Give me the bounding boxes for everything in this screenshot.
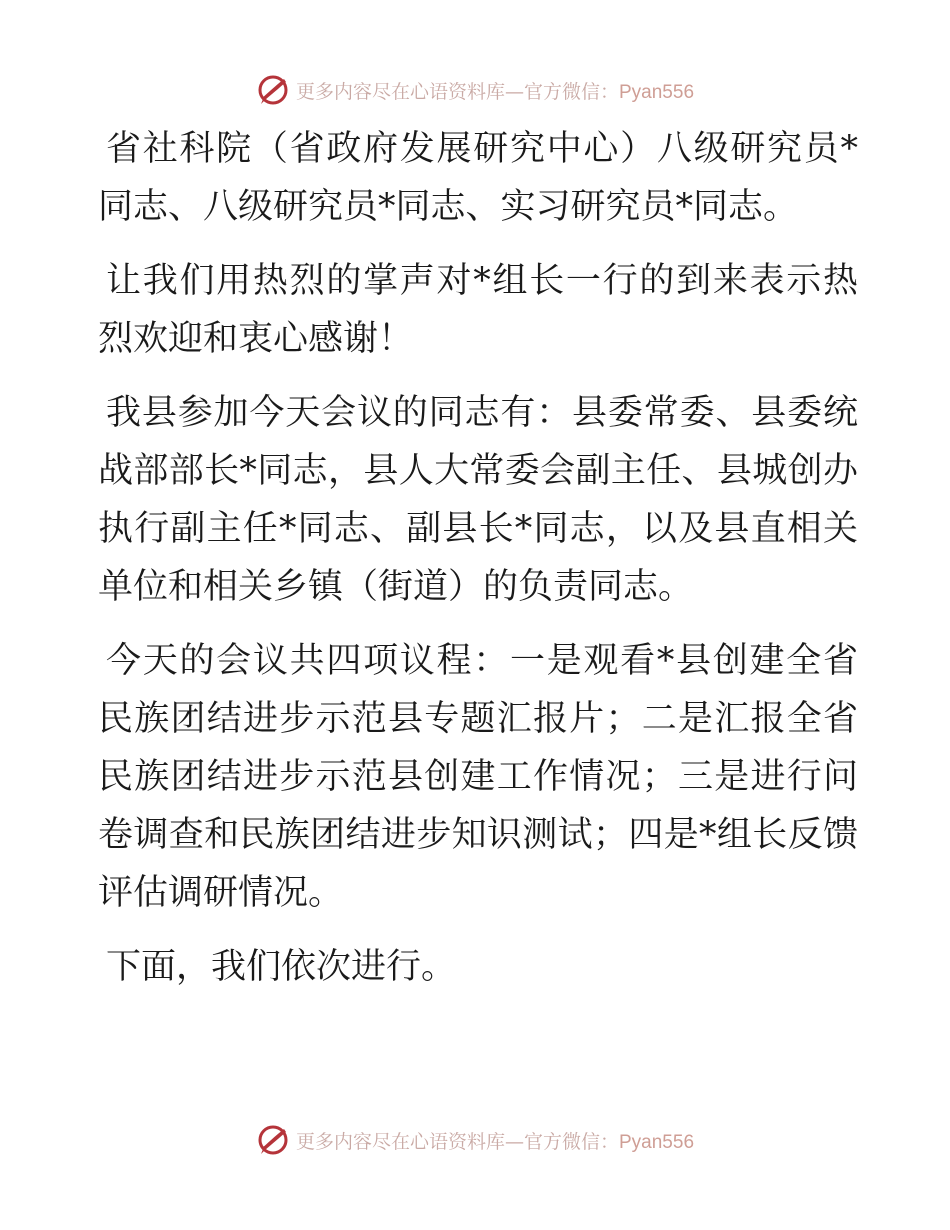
pen-logo-icon bbox=[256, 1123, 290, 1157]
paragraph-attendees: 我县参加今天会议的同志有：县委常委、县委统战部部长*同志，县人大常委会副主任、县城创办执行副主任*同志、副县长*同志，以及县直相关单位和相关乡镇（街道）的负责同志。 bbox=[98, 393, 858, 607]
paragraph-agenda: 今天的会议共四项议程：一是观看*县创建全省民族团结进步示范县专题汇报片；二是汇报全省民族团结进步示范县创建工作情况；三是进行问卷调查和民族团结进步知识测试；四是*组长反馈评估调研情况。 bbox=[98, 641, 858, 913]
footer-watermark bbox=[0, 1120, 950, 1160]
watermark-text: 更多内容尽在心语资料库—官方微信：Pyan556 bbox=[295, 80, 695, 103]
wechat-id: Pyan556 bbox=[619, 81, 695, 103]
header-watermark bbox=[0, 70, 950, 110]
document-body bbox=[98, 120, 858, 1012]
watermark-text: 更多内容尽在心语资料库—官方微信：Pyan556 bbox=[295, 1130, 695, 1153]
paragraph-researchers: 省社科院（省政府发展研究中心）八级研究员*同志、八级研究员*同志、实习研究员*同志。 bbox=[98, 129, 858, 227]
paragraph-proceed: 下面，我们依次进行。 bbox=[106, 947, 457, 987]
pen-logo-icon bbox=[256, 73, 290, 107]
wechat-id: Pyan556 bbox=[619, 1131, 695, 1153]
paragraph-welcome: 让我们用热烈的掌声对*组长一行的到来表示热烈欢迎和衷心感谢！ bbox=[98, 261, 858, 359]
